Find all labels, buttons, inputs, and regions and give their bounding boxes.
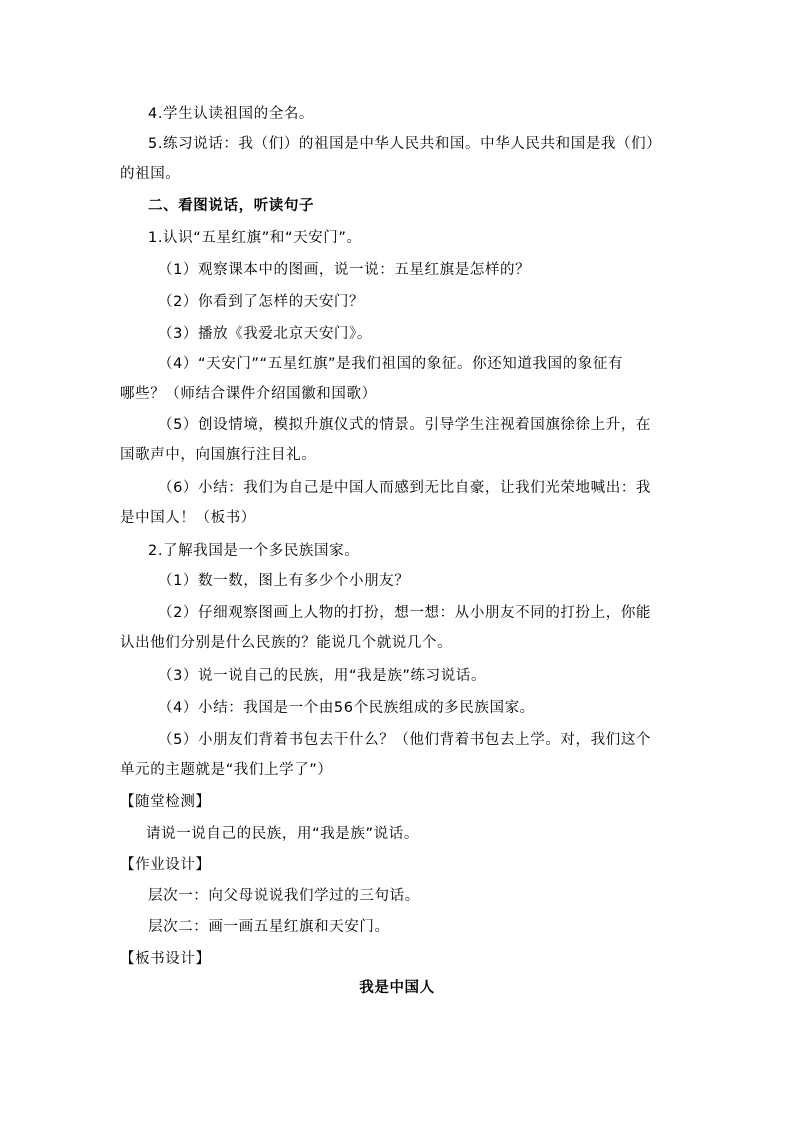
text-line: （4）“天安门”“五星红旗”是我们祖国的象征。你还知道我国的象征有 [158,356,624,372]
text-line: 国歌声中，向国旗行注目礼。 [120,447,317,463]
text-line: 认出他们分别是什么民族的？能说几个就说几个。 [120,635,453,651]
text-line: （3）播放《我爱北京天安门》。 [158,326,372,342]
text-line: （6）小结：我们为自己是中国人而感到无比自豪，让我们光荣地喊出：我 [158,480,652,496]
text-line: （1）数一数，图上有多少个小朋友？ [158,573,410,589]
text-line: 层次二：画一画五星红旗和天安门。 [148,919,390,935]
text-line: （1）观察课本中的图画，说一说：五星红旗是怎样的？ [158,262,531,278]
text-line: 请说一说自己的民族，用“我是族”说话。 [146,826,419,842]
text-line: （2）仔细观察图画上人物的打扮，想一想：从小朋友不同的打扮上，你能 [158,605,652,621]
section-marker: 【作业设计】 [120,857,211,873]
text-line: （2）你看到了怎样的天安门？ [158,294,365,310]
text-line: 是中国人！（板书） [120,510,256,526]
text-line: （5）小朋友们背着书包去干什么？（他们背着书包去上学。对，我们这个 [158,732,652,748]
text-line: （4）小结：我国是一个由56个民族组成的多民族国家。 [158,700,535,716]
text-line: 的祖国。 [120,166,181,182]
text-line: 哪些？（师结合课件介绍国徽和国歌） [120,386,377,402]
text-line: 2.了解我国是一个多民族国家。 [148,543,360,559]
board-title: 我是中国人 [359,980,435,996]
text-line: （3）说一说自己的民族，用“我是族”练习说话。 [158,668,487,684]
section-marker: 【随堂检测】 [120,794,211,810]
text-line: 5.练习说话：我（们）的祖国是中华人民共和国。中华人民共和国是我（们） [148,136,662,152]
text-line: 4.学生认读祖国的全名。 [148,106,315,122]
text-line: 层次一：向父母说说我们学过的三句话。 [148,888,420,904]
section-heading: 二、看图说话，听读句子 [148,198,315,214]
text-line: 单元的主题就是“我们上学了”） [120,762,333,778]
text-line: （5）创设情境，模拟升旗仪式的情景。引导学生注视着国旗徐徐上升，在 [158,417,652,433]
text-line: 1.认识“五星红旗”和“天安门”。 [148,230,362,246]
section-marker: 【板书设计】 [120,951,211,967]
